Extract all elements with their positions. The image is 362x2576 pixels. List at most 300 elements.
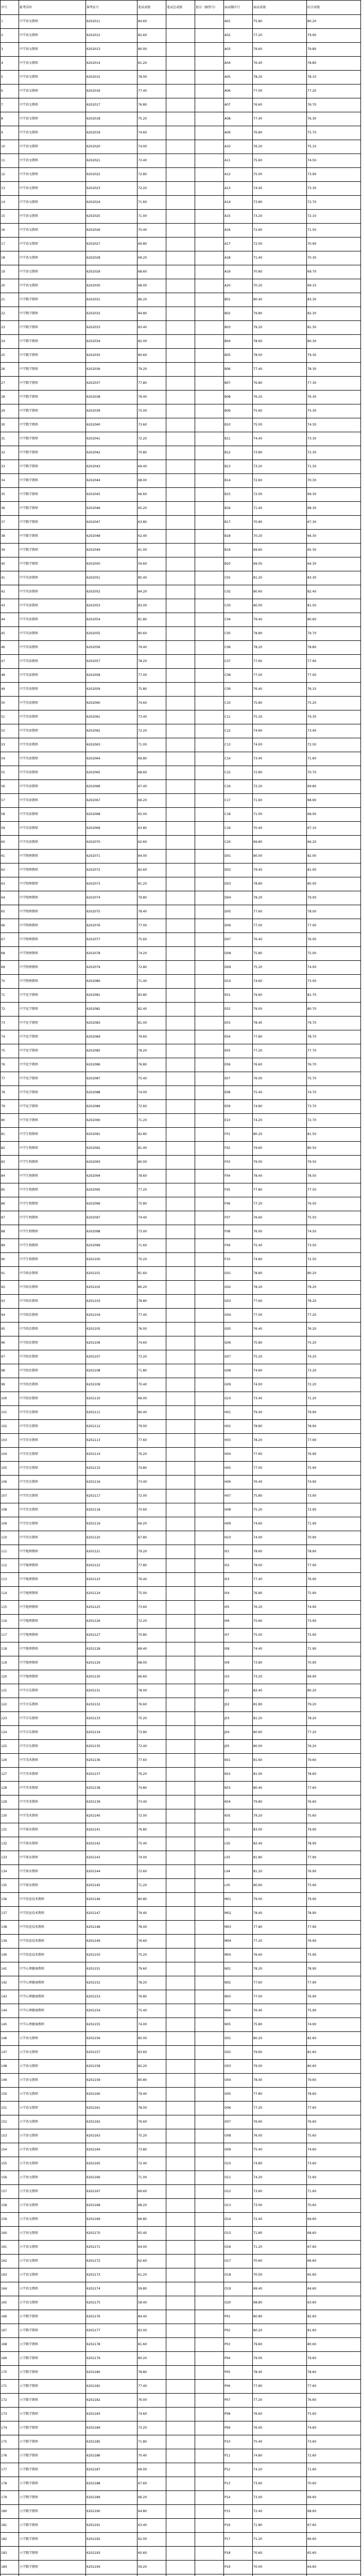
- cell-bonus: [195, 1309, 224, 1323]
- cell-position: 中学历史教师: [19, 1531, 86, 1545]
- cell-bonus: [195, 1476, 224, 1489]
- cell-position: 中学音乐教师: [19, 1712, 86, 1726]
- cell-ticket-number: 6202052: [86, 585, 137, 599]
- cell-ticket-number: 6202182: [86, 2394, 137, 2408]
- cell-seq: 11: [1, 154, 19, 168]
- cell-seq: 119: [1, 1656, 19, 1670]
- cell-written-total: [166, 1573, 195, 1587]
- cell-position: 中学数学教师: [19, 474, 86, 488]
- cell-ticket-number: 6202092: [86, 1142, 137, 1156]
- cell-position: 中学物理教师: [19, 933, 86, 947]
- table-row: [1, 1420, 361, 1434]
- cell-interview-order: P02: [224, 2324, 253, 2338]
- cell-interview-order: M03: [224, 1921, 253, 1935]
- cell-seq: 149: [1, 2074, 19, 2088]
- cell-ticket-number: 6202169: [86, 2213, 137, 2227]
- cell-interview-order: A03: [224, 43, 253, 57]
- cell-position: 中学化学教师: [19, 1114, 86, 1128]
- cell-interview-score: 73.80: [253, 196, 307, 210]
- cell-seq: 132: [1, 1837, 19, 1851]
- cell-interview-order: H09: [224, 1517, 253, 1531]
- cell-bonus: [195, 822, 224, 836]
- cell-written-total: [166, 2380, 195, 2394]
- table-row: [1, 585, 361, 599]
- cell-interview-score: 77.20: [253, 2394, 307, 2408]
- cell-interview-order: A15: [224, 210, 253, 224]
- cell-interview-order: F07: [224, 1211, 253, 1225]
- table-row: [1, 488, 361, 502]
- table-row: [1, 2380, 361, 2394]
- table-row: [1, 2115, 361, 2129]
- cell-written-score: 69.40: [137, 1642, 166, 1656]
- cell-ticket-number: 6202165: [86, 2157, 137, 2171]
- table-row: [1, 1142, 361, 1156]
- cell-interview-order: A10: [224, 140, 253, 154]
- cell-position: 中学化学教师: [19, 1030, 86, 1044]
- cell-seq: 152: [1, 2115, 19, 2129]
- cell-ticket-number: 6202166: [86, 2171, 137, 2185]
- cell-interview-order: P09: [224, 2421, 253, 2435]
- cell-total-score: 74.30: [307, 710, 361, 724]
- cell-total-score: 71.20: [307, 1392, 361, 1406]
- cell-seq: 22: [1, 307, 19, 321]
- cell-written-score: 69.80: [137, 752, 166, 766]
- cell-ticket-number: 6202137: [86, 1768, 137, 1782]
- cell-seq: 32: [1, 446, 19, 460]
- cell-interview-order: E07: [224, 1072, 253, 1086]
- cell-interview-order: J02: [224, 1698, 253, 1712]
- table-row: [1, 655, 361, 669]
- cell-position: 中学数学教师: [19, 432, 86, 446]
- cell-bonus: [195, 182, 224, 196]
- cell-seq: 129: [1, 1795, 19, 1809]
- table-row: [1, 1948, 361, 1962]
- cell-written-score: 71.00: [137, 738, 166, 752]
- cell-seq: 70: [1, 975, 19, 989]
- cell-bonus: [195, 1782, 224, 1795]
- cell-interview-order: E09: [224, 1100, 253, 1114]
- cell-bonus: [195, 1656, 224, 1670]
- cell-total-score: 73.60: [307, 2157, 361, 2171]
- cell-interview-score: 70.00: [253, 2268, 307, 2282]
- cell-ticket-number: 6202102: [86, 1281, 137, 1295]
- cell-position: 中学数学教师: [19, 377, 86, 391]
- cell-ticket-number: 6202057: [86, 655, 137, 669]
- table-row: [1, 2324, 361, 2338]
- cell-interview-order: D08: [224, 947, 253, 961]
- cell-interview-score: 70.00: [253, 2561, 307, 2574]
- cell-seq: 153: [1, 2129, 19, 2143]
- header-position: 报考岗位: [19, 1, 86, 15]
- cell-interview-order: H01: [224, 1406, 253, 1420]
- cell-seq: 162: [1, 2255, 19, 2268]
- cell-interview-score: 77.40: [253, 363, 307, 377]
- table-row: [1, 1086, 361, 1100]
- cell-ticket-number: 6202022: [86, 168, 137, 182]
- cell-ticket-number: 6202079: [86, 961, 137, 975]
- cell-position: 中学地理教师: [19, 1656, 86, 1670]
- cell-ticket-number: 6202167: [86, 2185, 137, 2199]
- cell-interview-order: I05: [224, 1601, 253, 1615]
- cell-position: 小学数学教师: [19, 2561, 86, 2574]
- cell-interview-score: 80.60: [253, 1726, 307, 1740]
- cell-bonus: [195, 683, 224, 697]
- cell-position: 中学生物教师: [19, 1197, 86, 1211]
- cell-written-total: [166, 1197, 195, 1211]
- cell-position: 中学语文教师: [19, 265, 86, 279]
- cell-total-score: 78.20: [307, 1295, 361, 1309]
- cell-total-score: 68.30: [307, 502, 361, 516]
- table-row: [1, 1309, 361, 1323]
- cell-written-total: [166, 752, 195, 766]
- cell-position: 中学英语教师: [19, 627, 86, 641]
- cell-bonus: [195, 836, 224, 850]
- cell-written-score: 80.80: [137, 2074, 166, 2088]
- cell-interview-order: H05: [224, 1462, 253, 1476]
- cell-bonus: [195, 1183, 224, 1197]
- cell-written-score: 74.60: [137, 1336, 166, 1350]
- cell-written-total: [166, 43, 195, 57]
- cell-bonus: [195, 808, 224, 822]
- table-row: [1, 1684, 361, 1698]
- cell-ticket-number: 6202192: [86, 2533, 137, 2547]
- table-row: [1, 905, 361, 919]
- cell-seq: 47: [1, 655, 19, 669]
- cell-interview-score: 70.20: [253, 279, 307, 293]
- cell-interview-score: 79.00: [253, 2060, 307, 2074]
- cell-bonus: [195, 238, 224, 251]
- cell-bonus: [195, 293, 224, 307]
- table-row: [1, 989, 361, 1003]
- cell-written-score: 78.20: [137, 655, 166, 669]
- cell-written-total: [166, 2171, 195, 2185]
- cell-bonus: [195, 265, 224, 279]
- cell-seq: 2: [1, 29, 19, 43]
- cell-interview-score: 74.60: [253, 975, 307, 989]
- cell-interview-score: 78.40: [253, 1170, 307, 1183]
- cell-interview-score: 80.60: [253, 1879, 307, 1893]
- table-row: [1, 98, 361, 112]
- table-row: [1, 877, 361, 891]
- cell-written-score: 83.40: [137, 321, 166, 335]
- cell-written-score: 70.80: [137, 1629, 166, 1642]
- cell-interview-order: A09: [224, 126, 253, 140]
- cell-interview-score: 78.80: [253, 877, 307, 891]
- cell-interview-score: 80.40: [253, 293, 307, 307]
- cell-seq: 8: [1, 112, 19, 126]
- cell-interview-order: F05: [224, 1183, 253, 1197]
- cell-ticket-number: 6202049: [86, 544, 137, 557]
- cell-position: 中学体育教师: [19, 1823, 86, 1837]
- cell-total-score: 78.90: [307, 1420, 361, 1434]
- cell-bonus: [195, 2296, 224, 2310]
- table-row: [1, 1851, 361, 1865]
- cell-position: 中学英语教师: [19, 710, 86, 724]
- cell-ticket-number: 6202183: [86, 2408, 137, 2421]
- cell-total-score: 78.90: [307, 1545, 361, 1559]
- cell-interview-order: D04: [224, 891, 253, 905]
- table-row: [1, 335, 361, 349]
- cell-written-total: [166, 2115, 195, 2129]
- cell-interview-score: 77.60: [253, 1448, 307, 1462]
- cell-bonus: [195, 196, 224, 210]
- cell-seq: 61: [1, 850, 19, 863]
- cell-position: 中学生物教师: [19, 1142, 86, 1156]
- cell-ticket-number: 6202144: [86, 1865, 137, 1879]
- table-row: [1, 1782, 361, 1795]
- cell-seq: 55: [1, 766, 19, 780]
- table-row: [1, 599, 361, 613]
- cell-written-score: 72.00: [137, 1809, 166, 1823]
- cell-interview-score: 71.20: [253, 2241, 307, 2255]
- cell-interview-score: 73.60: [253, 2477, 307, 2491]
- cell-total-score: 69.90: [307, 1670, 361, 1684]
- cell-ticket-number: 6202087: [86, 1072, 137, 1086]
- table-row: [1, 2477, 361, 2491]
- cell-interview-order: N01: [224, 1962, 253, 1976]
- table-row: [1, 794, 361, 808]
- cell-ticket-number: 6202032: [86, 307, 137, 321]
- cell-position: 中学语文教师: [19, 224, 86, 238]
- cell-interview-order: A05: [224, 71, 253, 84]
- table-row: [1, 2505, 361, 2519]
- cell-written-total: [166, 1267, 195, 1281]
- cell-bonus: [195, 2533, 224, 2547]
- cell-total-score: 77.20: [307, 84, 361, 98]
- cell-interview-score: 79.60: [253, 989, 307, 1003]
- cell-interview-order: D07: [224, 933, 253, 947]
- table-row: [1, 1976, 361, 1990]
- cell-bonus: [195, 377, 224, 391]
- cell-written-total: [166, 1142, 195, 1156]
- cell-seq: 66: [1, 919, 19, 933]
- cell-written-total: [166, 530, 195, 544]
- cell-written-total: [166, 2088, 195, 2102]
- cell-total-score: 66.60: [307, 2533, 361, 2547]
- cell-total-score: 80.70: [307, 1003, 361, 1016]
- cell-bonus: [195, 1239, 224, 1253]
- cell-interview-order: O04: [224, 2074, 253, 2088]
- cell-seq: 54: [1, 752, 19, 766]
- cell-total-score: 77.60: [307, 2380, 361, 2394]
- cell-total-score: 77.90: [307, 1434, 361, 1448]
- cell-interview-order: D06: [224, 919, 253, 933]
- cell-bonus: [195, 2060, 224, 2074]
- cell-total-score: 69.60: [307, 2213, 361, 2227]
- cell-total-score: 73.30: [307, 182, 361, 196]
- cell-position: 中学美术教师: [19, 1782, 86, 1795]
- cell-interview-score: 78.40: [253, 1016, 307, 1030]
- cell-seq: 71: [1, 989, 19, 1003]
- table-row: [1, 112, 361, 126]
- cell-interview-order: F04: [224, 1170, 253, 1183]
- cell-written-score: 66.20: [137, 2491, 166, 2505]
- cell-written-total: [166, 502, 195, 516]
- cell-written-score: 76.80: [137, 1823, 166, 1837]
- cell-interview-order: B09: [224, 404, 253, 418]
- cell-ticket-number: 6202112: [86, 1420, 137, 1434]
- cell-seq: 41: [1, 571, 19, 585]
- cell-written-score: 78.80: [137, 1295, 166, 1309]
- cell-written-score: 72.20: [137, 432, 166, 446]
- cell-interview-order: O18: [224, 2268, 253, 2282]
- cell-total-score: 74.70: [307, 1086, 361, 1100]
- cell-position: 中学化学教师: [19, 1044, 86, 1058]
- cell-bonus: [195, 1114, 224, 1128]
- cell-total-score: 77.90: [307, 1976, 361, 1990]
- cell-written-score: 82.80: [137, 1128, 166, 1142]
- cell-written-total: [166, 1726, 195, 1740]
- cell-position: 中学数学教师: [19, 391, 86, 404]
- cell-seq: 83: [1, 1156, 19, 1170]
- cell-ticket-number: 6202179: [86, 2352, 137, 2366]
- cell-bonus: [195, 1336, 224, 1350]
- cell-position: 中学心理健康教师: [19, 2018, 86, 2032]
- cell-total-score: 76.90: [307, 1935, 361, 1948]
- cell-total-score: 81.60: [307, 2046, 361, 2060]
- cell-seq: 181: [1, 2519, 19, 2533]
- table-row: [1, 251, 361, 265]
- cell-bonus: [195, 2491, 224, 2505]
- cell-total-score: 79.70: [307, 1016, 361, 1030]
- cell-written-score: 76.60: [137, 2115, 166, 2129]
- cell-ticket-number: 6202017: [86, 98, 137, 112]
- table-row: [1, 1587, 361, 1601]
- cell-position: 中学音乐教师: [19, 1684, 86, 1698]
- cell-written-score: 71.20: [137, 1114, 166, 1128]
- cell-seq: 107: [1, 1489, 19, 1503]
- table-row: [1, 1545, 361, 1559]
- cell-written-score: 73.40: [137, 1476, 166, 1489]
- cell-ticket-number: 6202048: [86, 530, 137, 544]
- cell-total-score: 71.60: [307, 2463, 361, 2477]
- cell-seq: 106: [1, 1476, 19, 1489]
- cell-written-score: 67.80: [137, 1531, 166, 1545]
- cell-seq: 28: [1, 391, 19, 404]
- cell-total-score: 76.30: [307, 112, 361, 126]
- cell-written-total: [166, 2213, 195, 2227]
- cell-ticket-number: 6202188: [86, 2477, 137, 2491]
- cell-ticket-number: 6202185: [86, 2435, 137, 2449]
- cell-position: 小学语文教师: [19, 2241, 86, 2255]
- cell-position: 小学语文教师: [19, 2199, 86, 2213]
- cell-written-total: [166, 1879, 195, 1893]
- cell-interview-order: D09: [224, 961, 253, 975]
- cell-written-score: 73.80: [137, 1726, 166, 1740]
- cell-ticket-number: 6202151: [86, 1962, 137, 1976]
- cell-total-score: 71.90: [307, 1642, 361, 1656]
- cell-ticket-number: 6202142: [86, 1837, 137, 1851]
- cell-interview-order: P11: [224, 2449, 253, 2463]
- cell-seq: 39: [1, 544, 19, 557]
- cell-written-total: [166, 738, 195, 752]
- cell-ticket-number: 6202127: [86, 1629, 137, 1642]
- table-row: [1, 613, 361, 627]
- cell-interview-order: C16: [224, 780, 253, 794]
- table-row: [1, 2241, 361, 2255]
- cell-interview-score: 78.00: [253, 1559, 307, 1573]
- cell-seq: 157: [1, 2185, 19, 2199]
- cell-written-total: [166, 1323, 195, 1336]
- cell-seq: 40: [1, 557, 19, 571]
- cell-written-score: 74.00: [137, 140, 166, 154]
- cell-bonus: [195, 1170, 224, 1183]
- cell-interview-score: 77.60: [253, 1295, 307, 1309]
- cell-interview-score: 71.60: [253, 794, 307, 808]
- cell-written-total: [166, 1030, 195, 1044]
- cell-written-score: 70.40: [137, 2449, 166, 2463]
- cell-written-total: [166, 2074, 195, 2088]
- cell-ticket-number: 6202011: [86, 15, 137, 29]
- cell-total-score: 78.00: [307, 905, 361, 919]
- cell-total-score: 73.30: [307, 432, 361, 446]
- cell-seq: 23: [1, 321, 19, 335]
- cell-bonus: [195, 349, 224, 363]
- cell-written-total: [166, 1476, 195, 1489]
- cell-position: 小学语文教师: [19, 2157, 86, 2171]
- cell-written-score: 73.00: [137, 1225, 166, 1239]
- cell-interview-order: K03: [224, 1782, 253, 1795]
- cell-position: 中学化学教师: [19, 1003, 86, 1016]
- cell-ticket-number: 6202012: [86, 29, 137, 43]
- cell-interview-score: 77.00: [253, 669, 307, 683]
- cell-interview-order: D01: [224, 850, 253, 863]
- cell-bonus: [195, 2018, 224, 2032]
- cell-position: 中学数学教师: [19, 293, 86, 307]
- cell-interview-order: N05: [224, 2018, 253, 2032]
- cell-position: 小学数学教师: [19, 2449, 86, 2463]
- table-row: [1, 1726, 361, 1740]
- cell-interview-order: E08: [224, 1086, 253, 1100]
- cell-seq: 133: [1, 1851, 19, 1865]
- cell-bonus: [195, 98, 224, 112]
- table-row: [1, 321, 361, 335]
- cell-total-score: 78.90: [307, 1837, 361, 1851]
- cell-written-total: [166, 1003, 195, 1016]
- cell-interview-score: 77.80: [253, 2380, 307, 2394]
- cell-bonus: [195, 669, 224, 683]
- cell-ticket-number: 6202113: [86, 1434, 137, 1448]
- cell-interview-score: 73.20: [253, 460, 307, 474]
- cell-total-score: 74.00: [307, 961, 361, 975]
- cell-bonus: [195, 446, 224, 460]
- cell-written-score: 69.20: [137, 1517, 166, 1531]
- cell-written-score: 75.20: [137, 1948, 166, 1962]
- cell-position: 中学政治教师: [19, 1336, 86, 1350]
- table-row: [1, 2255, 361, 2268]
- cell-total-score: 72.10: [307, 210, 361, 224]
- cell-position: 中学美术教师: [19, 1809, 86, 1823]
- cell-seq: 174: [1, 2421, 19, 2435]
- cell-interview-order: A01: [224, 15, 253, 29]
- cell-interview-score: 69.40: [253, 2282, 307, 2296]
- table-row: [1, 530, 361, 544]
- cell-position: 中学数学教师: [19, 530, 86, 544]
- cell-bonus: [195, 2227, 224, 2241]
- cell-seq: 69: [1, 961, 19, 975]
- table-row: [1, 975, 361, 989]
- cell-ticket-number: 6202034: [86, 335, 137, 349]
- cell-interview-score: 78.00: [253, 349, 307, 363]
- cell-position: 中学地理教师: [19, 1573, 86, 1587]
- cell-interview-score: 77.60: [253, 655, 307, 669]
- cell-interview-order: G10: [224, 1392, 253, 1406]
- cell-position: 中学历史教师: [19, 1462, 86, 1476]
- cell-written-score: 77.40: [137, 1309, 166, 1323]
- cell-position: 小学语文教师: [19, 2227, 86, 2241]
- cell-bonus: [195, 738, 224, 752]
- cell-interview-score: 75.80: [253, 947, 307, 961]
